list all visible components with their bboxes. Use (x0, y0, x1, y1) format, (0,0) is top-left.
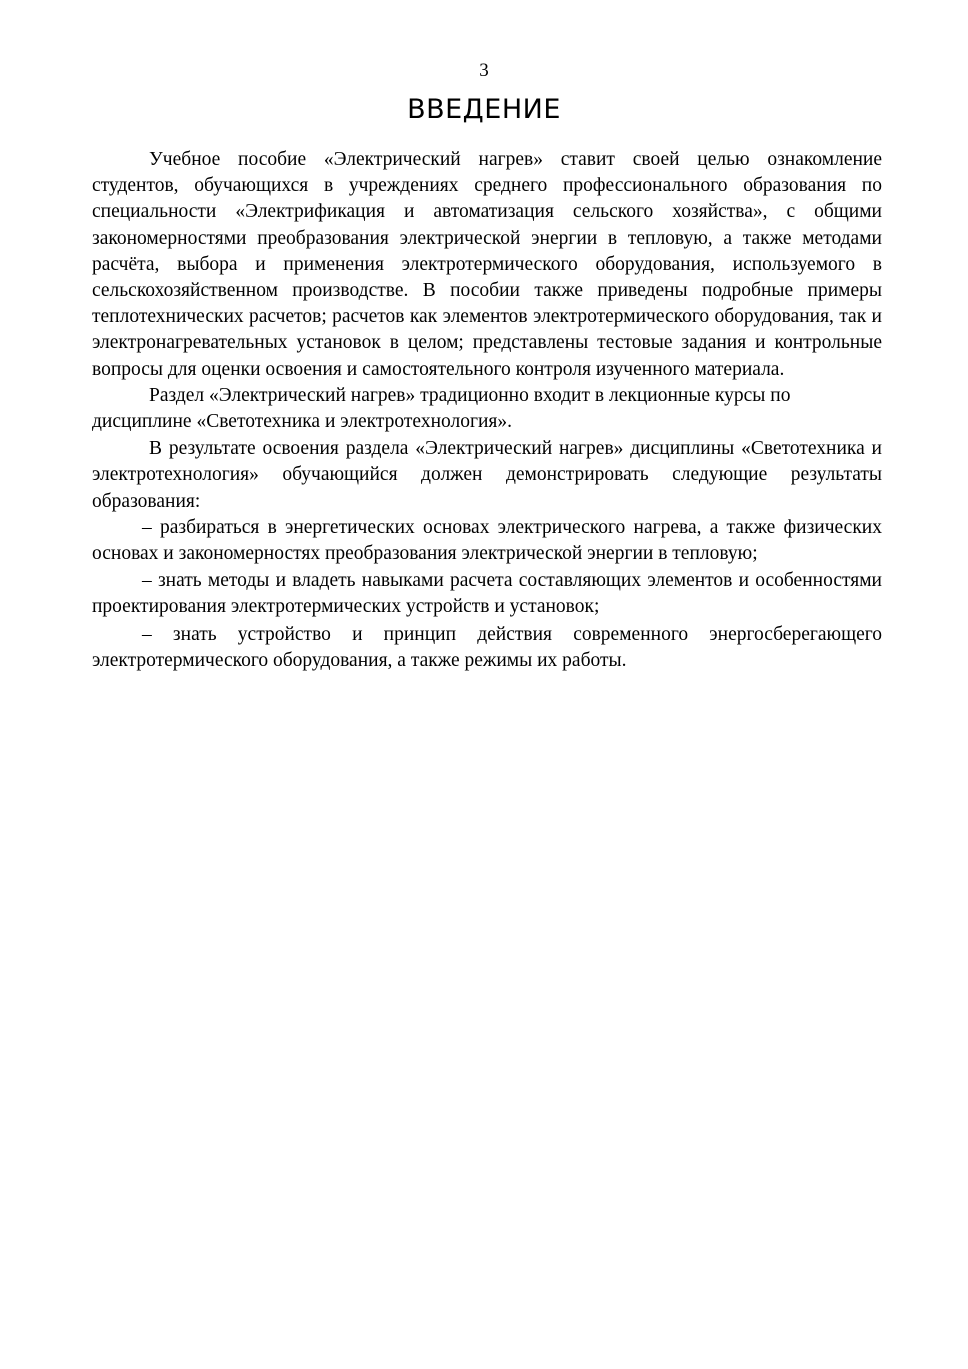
list-item: – знать устройство и принцип действия современного энергосберегающего электротермического оборудования, а также режимы их работы. (92, 623, 882, 671)
page-number: 3 (479, 60, 489, 81)
list-item: – знать методы и владеть навыками расчета составляющих элементов и особенностями проектирования электротермических устройств и установок; (92, 570, 882, 618)
intro-paragraph: Учебное пособие «Электрический нагрев» ставит своей целью ознакомление студентов, обучающихся в учреждениях среднего профессионального образования по специальности «Электрификация и автоматизация сельского хозяйства», с общими закономерностями преобразования электрической энергии в тепловую, а также методами расчёта, выбора и применения электротермического оборудования, используемого в сельскохозяйственном производстве. В пособии также приведены подробные примеры теплотехнических расчетов; расчетов как элементов электротермического оборудования, так и электронагревательных установок в целом; представлены тестовые задания и контрольные вопросы для оценки освоения и самостоятельного контроля изученного материала. (92, 149, 882, 380)
page-title: ВВЕДЕНИЕ (407, 94, 561, 125)
section-paragraph: Раздел «Электрический нагрев» традиционно входит в лекционные курсы по дисциплине «Светотехника и электротехнология». (92, 384, 791, 433)
list-item: – разбираться в энергетических основах электрического нагрева, а также физических основах и закономерностях преобразования электрической энергии в тепловую; (92, 516, 882, 565)
document-body (92, 147, 882, 674)
outcomes-paragraph: В результате освоения раздела «Электрический нагрев» дисциплины «Светотехника и электротехнология» обучающийся должен демонстрировать следующие результаты образования: (92, 438, 882, 512)
